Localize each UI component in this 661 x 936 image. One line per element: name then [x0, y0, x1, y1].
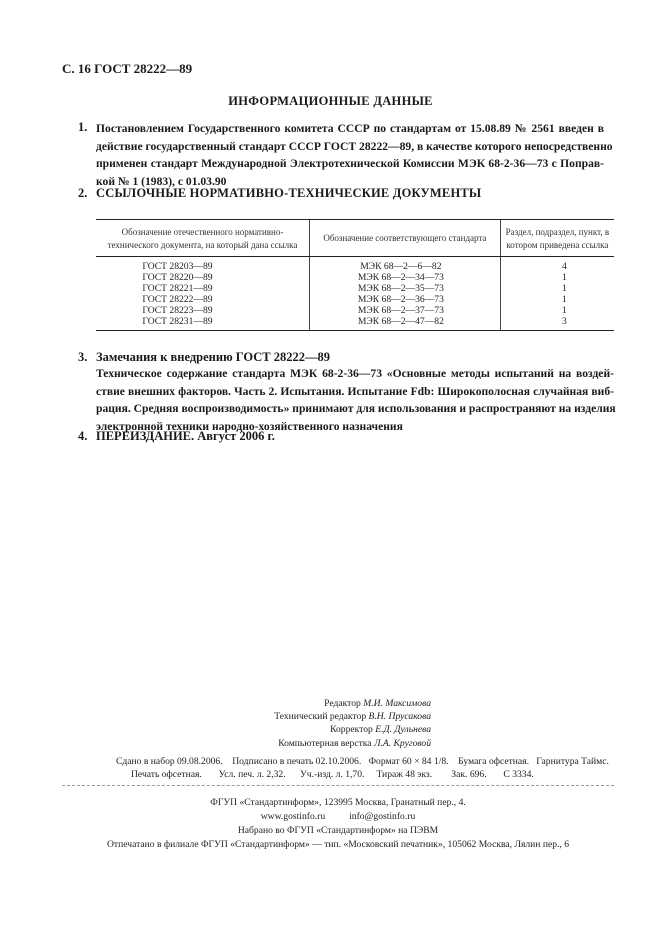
section-3-line: Техническое содержание стандарта МЭК 68-2-36—73 «Основные методы испытаний на воздей-	[96, 367, 614, 380]
section-1-line: кой № 1 (1983), с 01.03.90	[96, 174, 227, 188]
code: С 3334.	[503, 769, 534, 780]
references-table	[96, 219, 614, 331]
table-cell: ГОСТ 28221—89	[142, 283, 213, 294]
table-cell: ГОСТ 28203—89	[142, 261, 213, 272]
section-3-line: электронной техники народно-хозяйственного назначения	[96, 419, 403, 433]
document-title: ИНФОРМАЦИОННЫЕ ДАННЫЕ	[228, 94, 433, 108]
table-cell: МЭК 68—2—36—73	[309, 294, 500, 305]
signed-date: Подписано в печать 02.10.2006.	[232, 756, 362, 767]
table-cell: МЭК 68—2—47—82	[309, 316, 500, 331]
table-cell: 1	[500, 305, 614, 316]
section-4-text: ПЕРЕИЗДАНИЕ. Август 2006 г.	[96, 429, 275, 443]
typeface: Гарнитура Таймс.	[536, 756, 609, 767]
editor-name: М.И. Максимова	[363, 698, 431, 709]
table-row	[96, 272, 614, 283]
production-line-1	[116, 755, 609, 768]
section-3-text	[96, 365, 614, 435]
table-header-national-doc: Обозначение отечественного нормативно-технического документа, на который дана ссылка	[96, 220, 309, 257]
print-sheets: Усл. печ. л. 2,32.	[218, 769, 286, 780]
paper-type: Бумага офсетная.	[458, 756, 529, 767]
table-cell: МЭК 68—2—6—82	[309, 257, 500, 273]
corrector-name: Е.Д. Дульнева	[375, 724, 431, 736]
printed-note: Отпечатано в филиале ФГУП «Стандартинформ» — тип. «Московский печатник», 105062 Москва, Лялин пер., 6	[106, 839, 570, 850]
tech-editor-name: В.Н. Прусакова	[368, 711, 431, 723]
publish-sheets: Уч.-изд. л. 1,70.	[300, 769, 365, 780]
table-cell: 3	[500, 316, 614, 331]
editor-line	[274, 697, 431, 710]
table-cell: 1	[500, 283, 614, 294]
layout-name: Л.А. Круговой	[373, 737, 431, 749]
divider	[62, 785, 614, 786]
layout-label: Компьютерная верстка	[278, 737, 372, 749]
format: Формат 60 × 84	[368, 756, 432, 767]
section-1-line: Постановлением Государственного комитета СССР по стандартам от 15.08.89 № 2561 введен в	[96, 122, 604, 135]
page-header: С. 16 ГОСТ 28222—89	[62, 61, 193, 76]
table-cell: 4	[500, 257, 614, 273]
section-2-number: 2.	[78, 186, 88, 200]
typeset-note: Набрано во ФГУП «Стандартинформ» на ПЭВМ	[237, 825, 439, 836]
section-3-title: Замечания к внедрению ГОСТ 28222—89	[96, 350, 331, 364]
table-cell: ГОСТ 28223—89	[142, 305, 213, 316]
table-cell: 1	[500, 294, 614, 305]
table-row	[96, 316, 614, 331]
section-3-line: рация. Средняя воспроизводимость» принимают для использования и распространяют на изделия	[96, 402, 616, 415]
table-cell: ГОСТ 28222—89	[142, 294, 213, 305]
format-fraction: 1/8.	[433, 756, 449, 767]
tech-editor-label: Технический редактор	[274, 711, 367, 723]
table-cell: МЭК 68—2—35—73	[309, 283, 500, 294]
section-2-title: ССЫЛОЧНЫЕ НОРМАТИВНО-ТЕХНИЧЕСКИЕ ДОКУМЕНТЫ	[96, 186, 482, 200]
table-cell: 1	[500, 272, 614, 283]
publisher-block	[62, 796, 614, 852]
table-row	[96, 257, 614, 273]
print-type: Печать офсетная.	[131, 769, 202, 780]
section-1-line: действие государственный стандарт СССР ГОСТ 28222—89, в качестве которого непосредственно	[96, 139, 613, 153]
section-1-number: 1.	[78, 120, 88, 134]
layout-line	[274, 737, 431, 750]
section-4-number: 4.	[78, 429, 88, 443]
section-3-number: 3.	[78, 350, 88, 364]
editors-block	[274, 697, 431, 750]
table-row	[96, 294, 614, 305]
order-number: Зак. 696.	[451, 769, 487, 780]
table-cell: ГОСТ 28220—89	[142, 272, 213, 283]
print-run: Тираж 48 экз.	[376, 769, 433, 780]
corrector-line	[274, 723, 431, 736]
section-3-line: ствие внешних факторов. Часть 2. Испытания. Испытание Fdb: Широкополосная случайная виб-	[96, 384, 614, 398]
section-1-text	[96, 120, 613, 190]
table-cell: МЭК 68—2—37—73	[309, 305, 500, 316]
publisher-web: www.gostinfo.ru info@gostinfo.ru	[260, 811, 416, 822]
table-cell: МЭК 68—2—34—73	[309, 272, 500, 283]
publisher-address: ФГУП «Стандартинформ», 123995 Москва, Гранатный пер., 4.	[210, 797, 466, 808]
table-cell: ГОСТ 28231—89	[96, 316, 309, 331]
sent-date: Сдано в набор 09.08.2006.	[116, 756, 223, 767]
table-row	[96, 283, 614, 294]
table-header-corresponding-std: Обозначение соответствующего стандарта	[309, 220, 500, 257]
corrector-label: Корректор	[330, 724, 373, 736]
tech-editor-line	[274, 710, 431, 723]
production-line-2	[131, 768, 534, 781]
editor-label: Редактор	[324, 698, 361, 709]
table-row	[96, 305, 614, 316]
section-1-line: применен стандарт Международной Электротехнической Комиссии МЭК 68-2-36—73 с Поправ-	[96, 157, 604, 170]
table-header-row	[96, 220, 614, 257]
table-header-section: Раздел, подраздел, пункт, в котором приведена ссылка	[500, 220, 614, 257]
